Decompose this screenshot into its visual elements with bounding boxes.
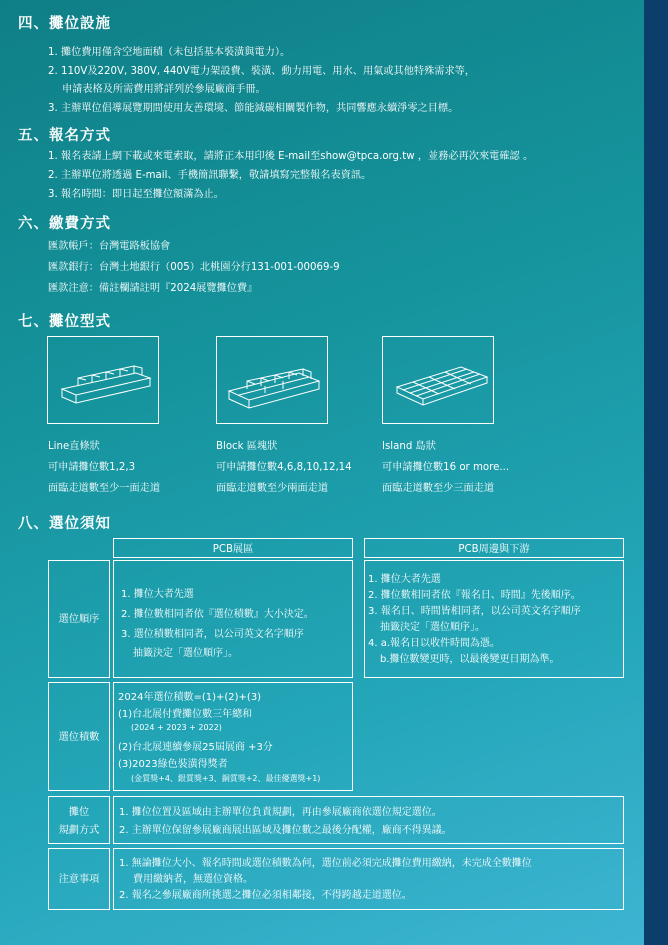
line-type-count: 可申請攤位數1,2,3 bbox=[48, 462, 136, 473]
sec6-account: 匯款帳戶：台灣電路板協會 bbox=[48, 241, 171, 252]
notes-1: 1. 無論攤位大小、報名時間或選位積數為何，選位前必須完成攤位費用繳納，未完成全數攤位 bbox=[119, 858, 532, 869]
block-type-count: 可申請攤位數4,6,8,10,12,14 bbox=[216, 462, 352, 473]
sec4-line-2b: 申請表格及所需費用將詳列於參展廠商手冊。 bbox=[62, 84, 266, 95]
order-chain-3b: 抽籤決定「選位順序」。 bbox=[380, 622, 485, 633]
sec6-bank: 匯款銀行：台灣土地銀行（005）北桃園分行131-001-00069-9 bbox=[48, 262, 340, 273]
rules-1: 1. 攤位位置及區域由主辦單位負責規劃，再由參展廠商依選位規定選位。 bbox=[119, 807, 442, 818]
header-pcb: PCB展區 bbox=[212, 544, 254, 555]
line-type-aisle: 面臨走道數至少一面走道 bbox=[48, 483, 161, 494]
section-7-title: 七、攤位型式 bbox=[18, 314, 111, 330]
order-chain-1: 1. 攤位大者先選 bbox=[368, 574, 441, 585]
section-6-title: 六、繳費方式 bbox=[18, 216, 111, 232]
points-item-3-sub: (金質獎+4、銀質獎+3、銅質獎+2、最佳優選獎+1) bbox=[131, 774, 321, 783]
points-item-1-sub: (2024 + 2023 + 2022) bbox=[131, 723, 222, 732]
rules-2: 2. 主辦單位保留參展廠商展出區域及攤位數之最後分配權，廠商不得異議。 bbox=[119, 825, 452, 836]
order-chain-3: 3. 報名日、時間皆相同者，以公司英文名字順序 bbox=[368, 606, 581, 617]
section-4-title: 四、攤位設施 bbox=[18, 16, 111, 32]
sec5-line-3: 3. 報名時間：即日起至攤位額滿為止。 bbox=[48, 189, 224, 200]
island-type-name: Island 島狀 bbox=[382, 441, 436, 452]
sec4-line-3: 3. 主辦單位倡導展覽期間使用友善環境、節能減碳相關製作物，共同響應永續淨零之目標。 bbox=[48, 103, 459, 114]
row-points-label: 選位積數 bbox=[58, 732, 100, 743]
header-chain: PCB周邊與下游 bbox=[458, 544, 530, 555]
block-type-aisle: 面臨走道數至少兩面走道 bbox=[216, 483, 329, 494]
points-item-3: (3)2023綠色裝潢得獎者 bbox=[118, 759, 228, 770]
points-item-2: (2)台北展連續參展25屆展商 +3分 bbox=[118, 742, 273, 753]
row-notes-label: 注意事項 bbox=[58, 874, 100, 885]
island-type-aisle: 面臨走道數至少三面走道 bbox=[382, 483, 495, 494]
section-5-title: 五、報名方式 bbox=[18, 128, 111, 144]
sec6-note: 匯款注意：備註欄請註明『2024展覽攤位費』 bbox=[48, 283, 258, 294]
notes-2: 2. 報名之參展廠商所挑選之攤位必須相鄰接，不得跨越走道選位。 bbox=[119, 890, 412, 901]
block-booth-icon bbox=[216, 336, 328, 424]
block-type-name: Block 區塊狀 bbox=[216, 441, 278, 452]
points-item-1: (1)台北展付費攤位數三年總和 bbox=[118, 709, 253, 720]
line-booth-icon bbox=[47, 336, 159, 424]
order-pcb-3b: 抽籤決定「選位順序」。 bbox=[133, 648, 238, 659]
row-order-label: 選位順序 bbox=[58, 614, 100, 625]
sec5-line-2: 2. 主辦單位將透過 E-mail、手機簡訊聯繫，敬請填寫完整報名表資訊。 bbox=[48, 170, 372, 181]
points-formula: 2024年選位積數=(1)+(2)+(3) bbox=[118, 692, 262, 703]
order-chain-2: 2. 攤位數相同者依『報名日、時間』先後順序。 bbox=[368, 590, 581, 601]
line-type-name: Line直條狀 bbox=[48, 441, 100, 452]
sec4-line-1: 1. 攤位費用僅含空地面積（未包括基本裝潢與電力）。 bbox=[48, 47, 291, 58]
island-type-count: 可申請攤位數16 or more... bbox=[382, 462, 510, 473]
order-chain-4b: b.攤位數變更時，以最後變更日期為準。 bbox=[380, 654, 560, 665]
order-chain-4a: 4. a.報名日以收件時間為憑。 bbox=[368, 638, 501, 649]
notes-1b: 費用繳納者，無選位資格。 bbox=[133, 874, 253, 885]
row-rules-label-1: 攤位 bbox=[68, 807, 90, 818]
section-8-title: 八、選位須知 bbox=[18, 516, 111, 532]
row-rules-label-2: 規劃方式 bbox=[58, 825, 100, 836]
sec5-line-1: 1. 報名表請上網下載或來電索取，請將正本用印後 E-mail至show@tpca.org.tw ，並務必再次來電確認 。 bbox=[48, 151, 534, 162]
order-pcb-1: 1. 攤位大者先選 bbox=[121, 589, 194, 600]
order-pcb-2: 2. 攤位數相同者依『選位積數』大小決定。 bbox=[121, 609, 314, 620]
sec4-line-2: 2. 110V及220V, 380V, 440V電力架設費、裝潢、動力用電、用水、用氣或其他特殊需求等， bbox=[48, 66, 476, 77]
page-side-bar bbox=[644, 0, 668, 945]
island-booth-icon bbox=[382, 336, 494, 424]
order-pcb-3: 3. 選位積數相同者，以公司英文名字順序 bbox=[121, 629, 304, 640]
